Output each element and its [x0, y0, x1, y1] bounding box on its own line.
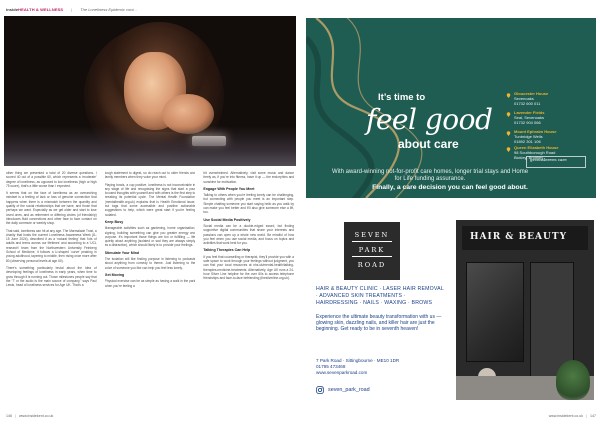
ad-headline-3: about care	[398, 137, 459, 151]
section-heading: Stimulate Your Mind	[104, 250, 140, 255]
paragraph: That said, loneliness can hit at any age. The Marmalade Trust, a charity that hosts the current Loneliness Awareness Week (8–15 June 2024), described it as a ‘natural feeling’ that ‘lots of adults and teens across our lifetimes’ and according to a ‘UCL research’ team from the Northwestern University Feinberg School of Medicine, it follows a U-shaped ‘curve’ peaking in young adulthood, tapering to middle, then rising once more after 80 (observing personal levels at age 60).	[6, 228, 97, 263]
paragraph: There’s something particularly brutal about the idea of developing feelings of loneliness in early years, when time to grow through it is running out. Those milestones people say that the ‘7’ or the audio is the main source of company,” says Paul Lewis, head of loneliness services for Age UK. That’s a	[6, 265, 97, 288]
paragraph: other thing we presented a total of 20 diverse questions. I scored 40 out of a possible 60, which represents a ‘moderate’ degree of loneliness, as opposed to low loneliness (high or high 75 score), that’s a little worse than I expected.	[6, 171, 97, 188]
ad-body: With award-winning not-for-profit care homes, longer trial stays and Home for Life funding assurance.	[331, 169, 529, 183]
article-column	[105, 171, 196, 407]
section-heading: Use Social Media Positively	[203, 217, 251, 222]
ad-headline-1: It’s time to	[378, 92, 426, 103]
instagram-icon	[316, 386, 324, 394]
ad-tagline: Finally, a care decision you can feel good about.	[372, 184, 528, 191]
paragraph: Talking to others when you’re feeling lonely can be challenging, but connecting with people you meet is an important step. Simple chatting someone you start saying hello as you walk by can make you feel better and it’ll also give someone else a lift, too.	[203, 193, 295, 215]
instagram-handle[interactable]: seven_park_road	[316, 386, 370, 394]
article-photo	[4, 16, 296, 166]
paragraph: tough statement to digest, so do reach out to older friends and family members when they voice your mind.	[104, 171, 196, 180]
salon-shopfront-photo	[456, 220, 594, 400]
site-url: www.insidekent.co.uk	[548, 414, 584, 418]
section-heading: Talking Therapies Can Help	[203, 248, 251, 253]
paragraph: bit overwhelmed. Alternatively, visit some music and dance freely as, if you’re into fitness, have it up — the endorphins and sunshine for motivation.	[203, 171, 295, 184]
page-header	[6, 4, 137, 14]
ad-headline-2: feel good	[366, 103, 493, 136]
magazine-name: insideHEALTH & WELLNESS	[6, 6, 64, 12]
salon-advert	[306, 206, 596, 406]
article-column	[6, 171, 97, 407]
location-entry: Gloucester House Sevenoaks 01732 600 011	[506, 92, 548, 106]
paragraph: It seems that on the face of loneliness as an overarching mindset is a feeling of lack or loss of genuine connection that happens when there is a mismatch between the quantity and quality of the social relationships that we have, and those that perhaps we want. Especially as we get older and start to lose loved ones, and as retirement or differing circles (of friendship) introduces fluid connections and other face to face contact on the daily commute or weekly shop.	[6, 191, 97, 226]
page-number: 146	[6, 414, 12, 418]
location-pin-icon	[506, 131, 511, 136]
location-entry: Queen Elizabeth House 98 Southborough Road Bickley, Bromley	[506, 146, 558, 160]
location-pin-icon	[506, 93, 511, 98]
article-column	[203, 171, 294, 407]
seven-park-road-logo: SEVEN PARK ROAD	[344, 222, 400, 280]
article-body	[6, 171, 294, 407]
salon-website[interactable]: www.sevenparkroad.com	[316, 369, 368, 375]
salon-phone: 01795 473468	[316, 363, 346, 369]
salon-description: Experience the ultimate beauty transformation with us — glowing skin, dazzling nails, and killer hair are just the beginning. Get ready to be in seventh heaven!	[316, 314, 442, 333]
location-pin-icon	[506, 112, 511, 117]
paragraph: Social media can be a double-edged sword, but finding supportive digital communities that share your interests and passions can open up a whole new world. Be mindful of how you feel when you use social media, and focus on topics and activities that work best for you.	[203, 223, 295, 246]
paragraph: If you feel that counselling or therapist, they’ll provide you with a safe space to work through your feelings without judgment, you can find your local resources at nhs.uk/mental-health/talking-therapies-medicine-treatments. Alternatively, Age UK runs a 24-hour Silver Line helpline for the over 60s to access telephone friendships and face-to-face befriending (thesilverline.org.uk).	[203, 254, 295, 281]
care-home-advert	[306, 18, 596, 198]
site-url: www.insidekent.co.uk	[18, 414, 54, 418]
page-footer: www.insidekent.co.uk | 147	[548, 414, 596, 418]
paragraph: Playing bowls, a cup positive, loneliness is not inconceivable in any stage of life and recognising the signs that start a your focused thoughts with yourself and with others is the first step to breaking its potential cycle. The Mental Health Foundation (mentalhealth.org.uk) explains that is Health Emotional issue, but tags that some accessible and positive actionable suggestions to help, which were great start if you’re feeling isolated.	[104, 182, 196, 217]
salon-services: HAIR & BEAUTY CLINIC · LASER HAIR REMOVAL · ADVANCED SKIN TREATMENTS · HAIRDRESSING · NAILS · WAXING · BROWS	[316, 286, 444, 306]
location-entry: Mount Ephraim House Tunbridge Wells 01892 301 106	[506, 130, 556, 144]
location-entry: Lavender Fields Seal, Sevenoaks 01732 904 066	[506, 111, 544, 125]
shop-sign: HAIR & BEAUTY	[470, 232, 567, 242]
paragraph: Physical exercise can be as simple as having a walk in the park when you’re feeling a	[104, 279, 196, 288]
paragraph: The isolation will like finding purpose in listening to podcasts about anything from comedy to theme. Just listening to the voice of someone you like can help you feel less lonely.	[104, 257, 196, 270]
salon-contact	[316, 358, 448, 375]
page-number: 147	[590, 414, 596, 418]
article-title: The Loneliness Epidemic cont...	[80, 6, 137, 12]
paragraph: Manageable activities such as gardening, home organisation, signing, building something can give you greater energy and purpose. It’s important those things are fun or fulfilling — life quietly about anything (isolated or sad they are always simply as a distraction), which should likely is to provide your feelings.	[104, 226, 196, 248]
right-page	[300, 0, 600, 424]
header-separator: |	[71, 6, 73, 12]
section-heading: Keep Busy	[104, 219, 124, 224]
section-heading: Engage With People You Meet	[203, 186, 255, 191]
greensleeves-logo-text: greensleeves care	[530, 157, 567, 162]
section-heading: Get Moving	[104, 272, 125, 277]
location-pin-icon	[506, 147, 511, 152]
page-footer: 146 | www.insidekent.co.uk	[6, 414, 54, 418]
salon-address: 7 Park Road · Sittingbourne · ME10 1DR	[316, 358, 400, 363]
